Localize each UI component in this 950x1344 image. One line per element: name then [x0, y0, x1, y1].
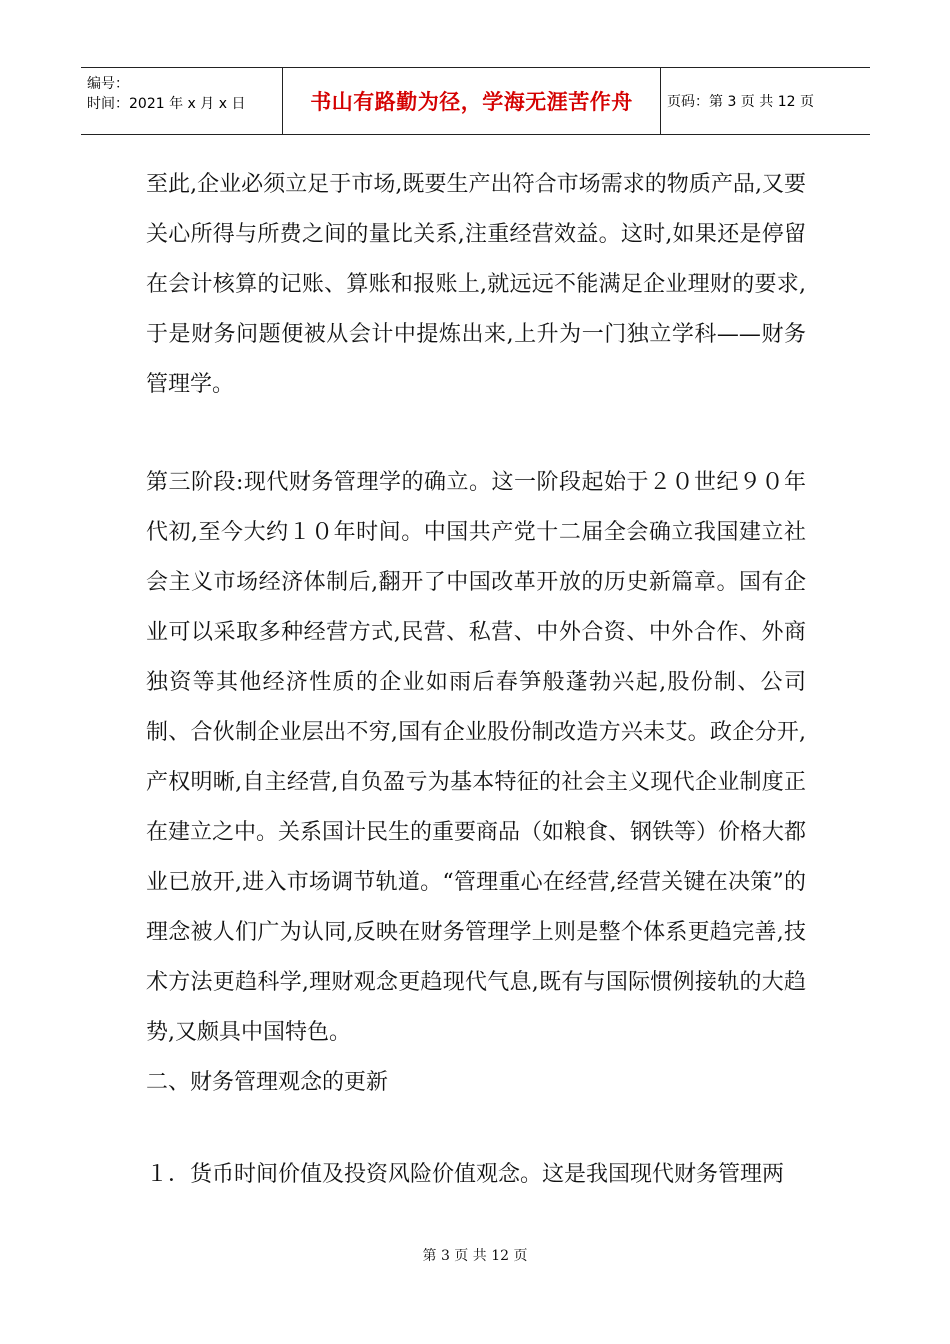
document-body: [146, 160, 806, 1200]
paragraph: 第三阶段:现代财务管理学的确立。这一阶段起始于２０世纪９０年代初,至今大约１０年时间。中国共产党十二届全会确立我国建立社会主义市场经济体制后,翻开了中国改革开放的历史新篇章。国有企业可以采取多种经营方式,民营、私营、中外合资、中外合作、外商独资等其他经济性质的企业如雨后春笋般蓬勃兴起,股份制、公司制、合伙制企业层出不穷,国有企业股份制改造方兴未艾。政企分开,产权明晰,自主经营,自负盈亏为基本特征的社会主义现代企业制度正在建立之中。关系国计民生的重要商品（如粮食、钢铁等）价格大都业已放开,进入市场调节轨道。“管理重心在经营,经营关键在决策”的理念被人们广为认同,反映在财务管理学上则是整个体系更趋完善,技术方法更趋科学,理财观念更趋现代气息,既有与国际惯例接轨的大趋势,又颇具中国特色。: [146, 470, 807, 1045]
paragraph-spacer: [146, 1108, 806, 1150]
page-footer: 第 3 页 共 12 页: [422, 1248, 528, 1264]
document-number-label: 编号：: [87, 76, 129, 92]
header-page-info-cell: [661, 68, 870, 134]
paragraph: １．货币时间价值及投资风险价值观念。这是我国现代财务管理两: [146, 1162, 785, 1187]
paragraph: 至此,企业必须立足于市场,既要生产出符合市场需求的物质产品,又要关心所得与所费之间的量比关系,注重经营效益。这时,如果还是停留在会计核算的记账、算账和报账上,就远远不能满足企业理财的要求,于是财务问题便被从会计中提炼出来,上升为一门独立学科——财务管理学。: [146, 172, 806, 397]
document-header: [81, 67, 870, 135]
paragraph-spacer: [146, 410, 806, 458]
document-date: 时间：2021 年 x 月 x 日: [87, 96, 246, 112]
header-motto-cell: [283, 68, 661, 134]
header-meta: [81, 68, 283, 134]
header-motto: 书山有路勤为径，学海无涯苦作舟: [310, 90, 633, 114]
header-page-info: 页码：第 3 页 共 12 页: [667, 94, 814, 110]
section-heading: 二、财务管理观念的更新: [146, 1070, 389, 1095]
